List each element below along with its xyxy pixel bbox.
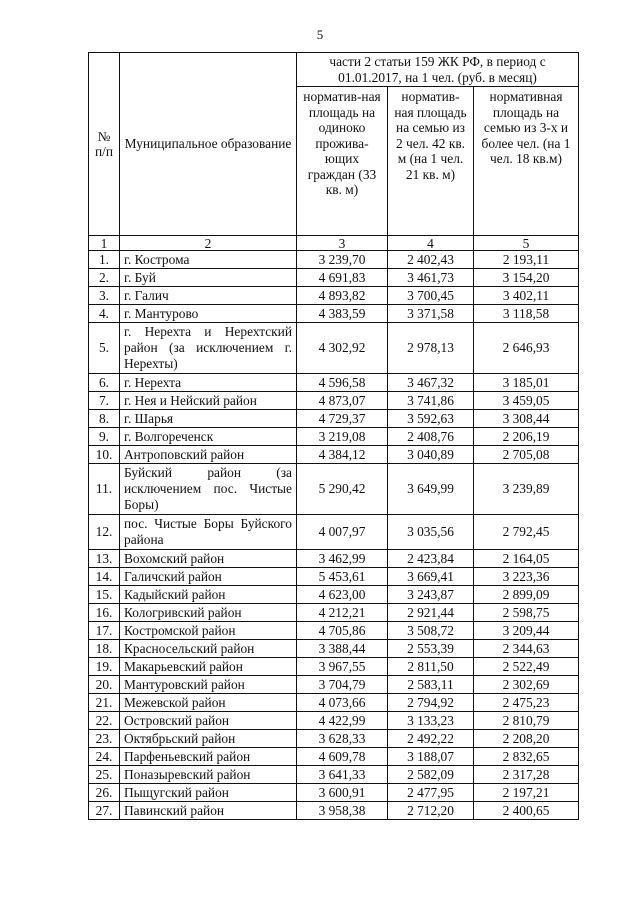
- row-number: 25.: [89, 766, 120, 784]
- value-three-plus: 2 810,79: [474, 712, 579, 730]
- value-three-plus: 3 239,89: [474, 464, 579, 515]
- value-three-plus: 3 308,44: [474, 410, 579, 428]
- table-row: [89, 586, 579, 604]
- value-two-person: 3 188,07: [388, 748, 474, 766]
- municipality-name: г. Кострома: [120, 251, 297, 269]
- table-row: [89, 251, 579, 269]
- value-single: 4 873,07: [297, 392, 388, 410]
- value-single: 4 596,58: [297, 374, 388, 392]
- value-two-person: 2 582,09: [388, 766, 474, 784]
- value-three-plus: 2 197,21: [474, 784, 579, 802]
- municipality-name: г. Галич: [120, 287, 297, 305]
- municipality-name: г. Нея и Нейский район: [120, 392, 297, 410]
- value-two-person: 2 583,11: [388, 676, 474, 694]
- value-three-plus: 2 705,08: [474, 446, 579, 464]
- municipality-name: Парфеньевский район: [120, 748, 297, 766]
- value-single: 3 628,33: [297, 730, 388, 748]
- value-two-person: 3 040,89: [388, 446, 474, 464]
- value-three-plus: 2 206,19: [474, 428, 579, 446]
- header-index-row: [89, 236, 579, 251]
- table-row: [89, 550, 579, 568]
- row-number: 19.: [89, 658, 120, 676]
- value-two-person: 3 669,41: [388, 568, 474, 586]
- value-three-plus: 2 792,45: [474, 515, 579, 550]
- value-two-person: 3 700,45: [388, 287, 474, 305]
- tariff-table: [88, 52, 579, 820]
- table-row: [89, 658, 579, 676]
- value-single: 4 623,00: [297, 586, 388, 604]
- header-group-title: части 2 статьи 159 ЖК РФ, в период с 01.01.2017, на 1 чел. (руб. в месяц): [297, 53, 579, 87]
- municipality-name: г. Волгореченск: [120, 428, 297, 446]
- header-row-top: [89, 53, 579, 87]
- table-row: [89, 374, 579, 392]
- value-two-person: 2 477,95: [388, 784, 474, 802]
- value-three-plus: 2 317,28: [474, 766, 579, 784]
- municipality-name: Поназыревский район: [120, 766, 297, 784]
- municipality-name: Галичский район: [120, 568, 297, 586]
- table-row: [89, 323, 579, 374]
- row-number: 2.: [89, 269, 120, 287]
- value-single: 4 302,92: [297, 323, 388, 374]
- value-single: 3 388,44: [297, 640, 388, 658]
- table-row: [89, 287, 579, 305]
- table-row: [89, 676, 579, 694]
- table-row: [89, 748, 579, 766]
- municipality-name: г. Буй: [120, 269, 297, 287]
- municipality-name: Павинский район: [120, 802, 297, 820]
- value-three-plus: 2 598,75: [474, 604, 579, 622]
- municipality-name: Межевской район: [120, 694, 297, 712]
- value-single: 4 691,83: [297, 269, 388, 287]
- municipality-name: Антроповский район: [120, 446, 297, 464]
- index-cell: 2: [120, 236, 297, 251]
- row-number: 27.: [89, 802, 120, 820]
- row-number: 24.: [89, 748, 120, 766]
- value-two-person: 2 794,92: [388, 694, 474, 712]
- value-single: 3 641,33: [297, 766, 388, 784]
- value-single: 4 007,97: [297, 515, 388, 550]
- municipality-name: пос. Чистые Боры Буйского района: [120, 515, 297, 550]
- row-number: 4.: [89, 305, 120, 323]
- value-two-person: 3 649,99: [388, 464, 474, 515]
- value-single: 4 073,66: [297, 694, 388, 712]
- value-two-person: 2 402,43: [388, 251, 474, 269]
- value-single: 4 705,86: [297, 622, 388, 640]
- table-row: [89, 730, 579, 748]
- table-row: [89, 392, 579, 410]
- value-single: 3 219,08: [297, 428, 388, 446]
- row-number: 14.: [89, 568, 120, 586]
- row-number: 22.: [89, 712, 120, 730]
- value-single: 3 462,99: [297, 550, 388, 568]
- municipality-name: Кадыйский район: [120, 586, 297, 604]
- row-number: 10.: [89, 446, 120, 464]
- value-single: 3 600,91: [297, 784, 388, 802]
- table-row: [89, 464, 579, 515]
- value-three-plus: 3 223,36: [474, 568, 579, 586]
- value-two-person: 2 423,84: [388, 550, 474, 568]
- value-two-person: 2 811,50: [388, 658, 474, 676]
- value-two-person: 2 978,13: [388, 323, 474, 374]
- header-col-name: Муниципальное образование: [120, 53, 297, 236]
- municipality-name: Островский район: [120, 712, 297, 730]
- row-number: 7.: [89, 392, 120, 410]
- table-row: [89, 640, 579, 658]
- table-row: [89, 622, 579, 640]
- row-number: 26.: [89, 784, 120, 802]
- table-row: [89, 604, 579, 622]
- value-three-plus: 3 154,20: [474, 269, 579, 287]
- value-single: 3 958,38: [297, 802, 388, 820]
- value-two-person: 3 508,72: [388, 622, 474, 640]
- index-cell: 3: [297, 236, 388, 251]
- value-single: 3 239,70: [297, 251, 388, 269]
- index-cell: 1: [89, 236, 120, 251]
- value-two-person: 2 712,20: [388, 802, 474, 820]
- table-row: [89, 802, 579, 820]
- municipality-name: Мантуровский район: [120, 676, 297, 694]
- value-single: 5 453,61: [297, 568, 388, 586]
- value-single: 4 729,37: [297, 410, 388, 428]
- value-single: 4 893,82: [297, 287, 388, 305]
- municipality-name: Костромской район: [120, 622, 297, 640]
- value-two-person: 3 461,73: [388, 269, 474, 287]
- value-two-person: 2 553,39: [388, 640, 474, 658]
- value-three-plus: 2 832,65: [474, 748, 579, 766]
- row-number: 23.: [89, 730, 120, 748]
- table-row: [89, 766, 579, 784]
- row-number: 11.: [89, 464, 120, 515]
- value-two-person: 3 741,86: [388, 392, 474, 410]
- header-col-v2: норматив-ная площадь на семью из 2 чел. 42 кв. м (на 1 чел. 21 кв. м): [388, 87, 474, 236]
- value-single: 4 212,21: [297, 604, 388, 622]
- value-three-plus: 2 400,65: [474, 802, 579, 820]
- value-three-plus: 2 193,11: [474, 251, 579, 269]
- municipality-name: Октябрьский район: [120, 730, 297, 748]
- municipality-name: г. Нерехта: [120, 374, 297, 392]
- municipality-name: Кологривский район: [120, 604, 297, 622]
- header-col-v3: нормативная площадь на семью из 3-х и более чел. (на 1 чел. 18 кв.м): [474, 87, 579, 236]
- row-number: 16.: [89, 604, 120, 622]
- table-row: [89, 568, 579, 586]
- value-three-plus: 3 402,11: [474, 287, 579, 305]
- row-number: 12.: [89, 515, 120, 550]
- value-two-person: 3 371,58: [388, 305, 474, 323]
- header-col-num: № п/п: [89, 53, 120, 236]
- row-number: 13.: [89, 550, 120, 568]
- value-three-plus: 3 459,05: [474, 392, 579, 410]
- table-row: [89, 784, 579, 802]
- row-number: 21.: [89, 694, 120, 712]
- municipality-name: Буйский район (за исключением пос. Чистые Боры): [120, 464, 297, 515]
- table-row: [89, 694, 579, 712]
- value-two-person: 2 492,22: [388, 730, 474, 748]
- value-three-plus: 2 646,93: [474, 323, 579, 374]
- value-three-plus: 3 118,58: [474, 305, 579, 323]
- table-row: [89, 515, 579, 550]
- municipality-name: г. Шарья: [120, 410, 297, 428]
- row-number: 3.: [89, 287, 120, 305]
- value-three-plus: 2 475,23: [474, 694, 579, 712]
- value-single: 4 609,78: [297, 748, 388, 766]
- value-three-plus: 2 522,49: [474, 658, 579, 676]
- header-col-v1: норматив-ная площадь на одиноко прожива-ющих граждан (33 кв. м): [297, 87, 388, 236]
- value-three-plus: 2 302,69: [474, 676, 579, 694]
- row-number: 6.: [89, 374, 120, 392]
- table-row: [89, 712, 579, 730]
- row-number: 5.: [89, 323, 120, 374]
- value-two-person: 3 035,56: [388, 515, 474, 550]
- value-three-plus: 3 185,01: [474, 374, 579, 392]
- row-number: 9.: [89, 428, 120, 446]
- index-cell: 4: [388, 236, 474, 251]
- row-number: 1.: [89, 251, 120, 269]
- row-number: 8.: [89, 410, 120, 428]
- value-two-person: 3 592,63: [388, 410, 474, 428]
- value-two-person: 2 921,44: [388, 604, 474, 622]
- value-single: 3 967,55: [297, 658, 388, 676]
- municipality-name: Макарьевский район: [120, 658, 297, 676]
- value-two-person: 2 408,76: [388, 428, 474, 446]
- municipality-name: г. Нерехта и Нерехтский район (за исключением г. Нерехты): [120, 323, 297, 374]
- value-three-plus: 2 164,05: [474, 550, 579, 568]
- index-cell: 5: [474, 236, 579, 251]
- value-three-plus: 3 209,44: [474, 622, 579, 640]
- table-row: [89, 446, 579, 464]
- table-row: [89, 410, 579, 428]
- value-single: 4 384,12: [297, 446, 388, 464]
- value-two-person: 3 467,32: [388, 374, 474, 392]
- value-two-person: 3 243,87: [388, 586, 474, 604]
- value-two-person: 3 133,23: [388, 712, 474, 730]
- municipality-name: Красносельский район: [120, 640, 297, 658]
- value-single: 3 704,79: [297, 676, 388, 694]
- value-single: 5 290,42: [297, 464, 388, 515]
- page-number: 5: [316, 27, 324, 42]
- row-number: 20.: [89, 676, 120, 694]
- value-three-plus: 2 208,20: [474, 730, 579, 748]
- value-single: 4 422,99: [297, 712, 388, 730]
- value-three-plus: 2 344,63: [474, 640, 579, 658]
- table-row: [89, 305, 579, 323]
- table-row: [89, 269, 579, 287]
- municipality-name: г. Мантурово: [120, 305, 297, 323]
- value-three-plus: 2 899,09: [474, 586, 579, 604]
- municipality-name: Вохомский район: [120, 550, 297, 568]
- row-number: 18.: [89, 640, 120, 658]
- table-row: [89, 428, 579, 446]
- row-number: 15.: [89, 586, 120, 604]
- row-number: 17.: [89, 622, 120, 640]
- value-single: 4 383,59: [297, 305, 388, 323]
- municipality-name: Пыщугский район: [120, 784, 297, 802]
